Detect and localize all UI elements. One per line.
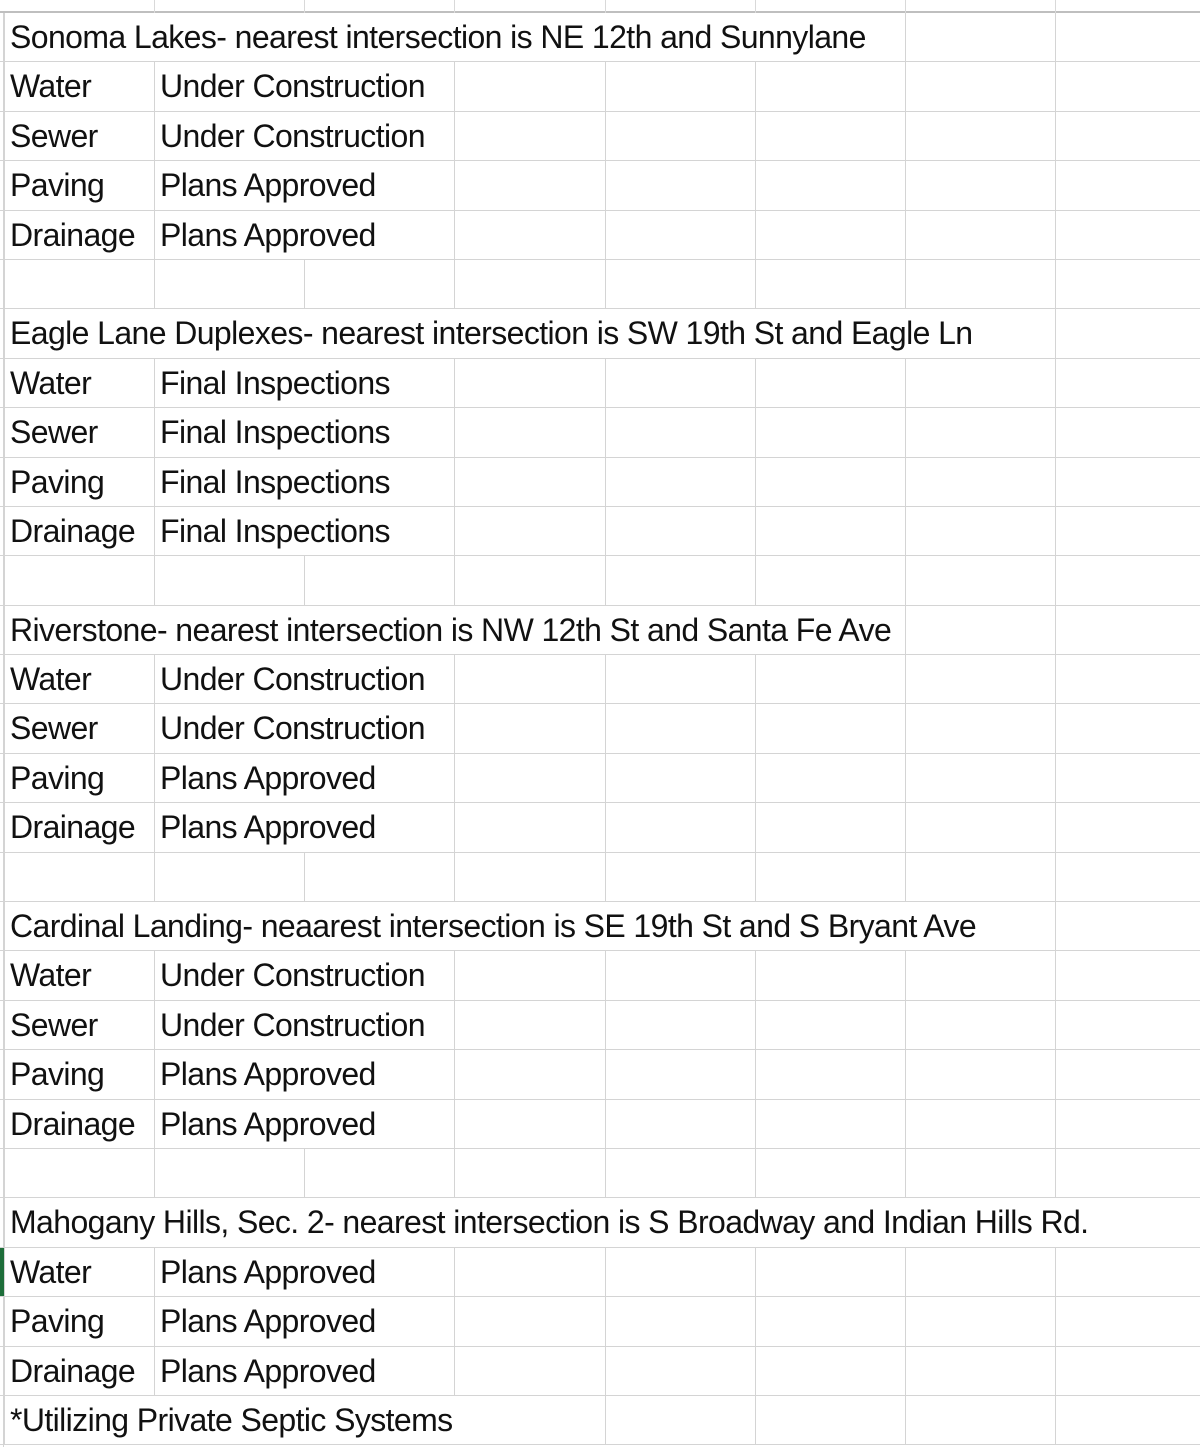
- status-row: [0, 408, 1200, 457]
- grid-cell[interactable]: [1055, 507, 1200, 555]
- blank-row: [0, 260, 1200, 309]
- status-row: [0, 1248, 1200, 1297]
- grid-cell[interactable]: [905, 853, 1055, 901]
- grid-cell[interactable]: [605, 1297, 755, 1345]
- grid-cell[interactable]: [605, 507, 755, 555]
- grid-cell[interactable]: [454, 260, 605, 308]
- section-title: *Utilizing Private Septic Systems: [10, 1396, 455, 1444]
- grid-cell[interactable]: [905, 1001, 1055, 1049]
- column-divider: [905, 0, 906, 13]
- grid-cell[interactable]: [755, 408, 905, 456]
- grid-cell[interactable]: [454, 704, 605, 752]
- grid-cell[interactable]: [4, 1149, 154, 1197]
- status-row: [0, 655, 1200, 704]
- utility-label: Paving: [10, 754, 106, 802]
- grid-cell[interactable]: [605, 359, 755, 407]
- status-row: [0, 161, 1200, 210]
- status-value: Final Inspections: [160, 408, 392, 456]
- grid-cell[interactable]: [1055, 902, 1200, 950]
- column-divider: [304, 0, 305, 13]
- grid-cell[interactable]: [905, 161, 1055, 209]
- grid-cell[interactable]: [454, 1050, 605, 1098]
- grid-cell[interactable]: [905, 13, 1055, 61]
- grid-cell[interactable]: [454, 1396, 605, 1444]
- grid-cell[interactable]: [755, 704, 905, 752]
- status-value: Plans Approved: [160, 161, 378, 209]
- section-title-row: [0, 1198, 1200, 1247]
- status-value: Under Construction: [160, 1001, 427, 1049]
- status-row: [0, 754, 1200, 803]
- column-divider: [154, 0, 155, 13]
- grid-cell[interactable]: [605, 62, 755, 110]
- section-title-row: [0, 1396, 1200, 1445]
- grid-cell[interactable]: [905, 408, 1055, 456]
- grid-cell[interactable]: [755, 754, 905, 802]
- grid-cell[interactable]: [1055, 704, 1200, 752]
- status-value: Under Construction: [160, 951, 427, 999]
- grid-cell[interactable]: [1055, 951, 1200, 999]
- grid-cell[interactable]: [905, 507, 1055, 555]
- status-row: [0, 951, 1200, 1000]
- status-value: Plans Approved: [160, 1100, 378, 1148]
- utility-label: Water: [10, 951, 93, 999]
- utility-label: Paving: [10, 1050, 106, 1098]
- cell-grid: [0, 13, 1200, 1445]
- grid-cell[interactable]: [1055, 655, 1200, 703]
- grid-cell[interactable]: [454, 112, 605, 160]
- grid-cell[interactable]: [605, 1001, 755, 1049]
- grid-cell[interactable]: [605, 556, 755, 604]
- status-value: Final Inspections: [160, 359, 392, 407]
- grid-cell[interactable]: [905, 754, 1055, 802]
- grid-cell[interactable]: [755, 1001, 905, 1049]
- grid-cell[interactable]: [1055, 1001, 1200, 1049]
- grid-cell[interactable]: [454, 1297, 605, 1345]
- section-title: Eagle Lane Duplexes- nearest intersection is SW 19th St and Eagle Ln: [10, 309, 974, 357]
- status-row: [0, 1001, 1200, 1050]
- grid-cell[interactable]: [605, 1248, 755, 1296]
- grid-cell[interactable]: [1055, 408, 1200, 456]
- grid-cell[interactable]: [755, 1149, 905, 1197]
- grid-cell[interactable]: [454, 211, 605, 259]
- status-value: Under Construction: [160, 704, 427, 752]
- grid-cell[interactable]: [605, 803, 755, 851]
- status-value: Under Construction: [160, 655, 427, 703]
- grid-cell[interactable]: [755, 1347, 905, 1395]
- grid-cell[interactable]: [454, 62, 605, 110]
- grid-cell[interactable]: [454, 1100, 605, 1148]
- utility-label: Drainage: [10, 1100, 137, 1148]
- grid-cell[interactable]: [605, 754, 755, 802]
- grid-cell[interactable]: [905, 655, 1055, 703]
- grid-cell[interactable]: [454, 655, 605, 703]
- grid-cell[interactable]: [605, 408, 755, 456]
- grid-cell[interactable]: [755, 803, 905, 851]
- grid-cell[interactable]: [605, 1149, 755, 1197]
- column-divider: [605, 0, 606, 13]
- grid-cell[interactable]: [154, 260, 304, 308]
- grid-cell[interactable]: [605, 458, 755, 506]
- grid-cell[interactable]: [755, 853, 905, 901]
- column-divider: [1055, 0, 1056, 13]
- grid-cell[interactable]: [905, 1050, 1055, 1098]
- grid-cell[interactable]: [454, 507, 605, 555]
- grid-cell[interactable]: [1055, 1347, 1200, 1395]
- grid-cell[interactable]: [905, 1248, 1055, 1296]
- utility-label: Sewer: [10, 704, 100, 752]
- grid-cell[interactable]: [1055, 62, 1200, 110]
- utility-label: Paving: [10, 458, 106, 506]
- grid-cell[interactable]: [905, 458, 1055, 506]
- status-row: [0, 359, 1200, 408]
- grid-cell[interactable]: [1055, 803, 1200, 851]
- grid-cell[interactable]: [454, 951, 605, 999]
- status-value: Plans Approved: [160, 1297, 378, 1345]
- grid-cell[interactable]: [304, 260, 454, 308]
- status-value: Final Inspections: [160, 458, 392, 506]
- grid-cell[interactable]: [605, 951, 755, 999]
- grid-cell[interactable]: [755, 260, 905, 308]
- grid-cell[interactable]: [304, 556, 454, 604]
- active-row-marker: [0, 1248, 4, 1296]
- grid-cell[interactable]: [1055, 1149, 1200, 1197]
- status-value: Plans Approved: [160, 803, 378, 851]
- grid-cell[interactable]: [1055, 1297, 1200, 1345]
- grid-cell[interactable]: [755, 1050, 905, 1098]
- grid-cell[interactable]: [905, 359, 1055, 407]
- grid-cell[interactable]: [755, 507, 905, 555]
- grid-cell[interactable]: [4, 853, 154, 901]
- grid-cell[interactable]: [755, 458, 905, 506]
- grid-cell[interactable]: [1055, 260, 1200, 308]
- status-row: [0, 112, 1200, 161]
- grid-cell[interactable]: [454, 408, 605, 456]
- utility-label: Drainage: [10, 211, 137, 259]
- grid-cell[interactable]: [755, 1396, 905, 1444]
- grid-cell[interactable]: [605, 1347, 755, 1395]
- section-title-row: [0, 13, 1200, 62]
- grid-cell[interactable]: [454, 359, 605, 407]
- grid-cell[interactable]: [755, 556, 905, 604]
- utility-label: Sewer: [10, 1001, 100, 1049]
- grid-cell[interactable]: [755, 211, 905, 259]
- grid-cell[interactable]: [1055, 754, 1200, 802]
- grid-cell[interactable]: [755, 62, 905, 110]
- grid-cell[interactable]: [905, 704, 1055, 752]
- grid-cell[interactable]: [905, 1396, 1055, 1444]
- utility-label: Sewer: [10, 112, 100, 160]
- section-title-row: [0, 309, 1200, 358]
- utility-label: Sewer: [10, 408, 100, 456]
- grid-cell[interactable]: [1055, 1248, 1200, 1296]
- column-divider: [454, 0, 455, 13]
- grid-cell[interactable]: [905, 606, 1055, 654]
- grid-cell[interactable]: [755, 655, 905, 703]
- column-header-edge: [0, 0, 1200, 13]
- grid-cell[interactable]: [454, 754, 605, 802]
- grid-cell[interactable]: [1055, 1396, 1200, 1444]
- grid-cell[interactable]: [454, 853, 605, 901]
- grid-cell[interactable]: [605, 655, 755, 703]
- grid-cell[interactable]: [905, 803, 1055, 851]
- blank-row: [0, 1149, 1200, 1198]
- status-value: Under Construction: [160, 62, 427, 110]
- grid-cell[interactable]: [905, 1297, 1055, 1345]
- status-row: [0, 704, 1200, 753]
- grid-cell[interactable]: [304, 1149, 454, 1197]
- utility-label: Paving: [10, 1297, 106, 1345]
- status-row: [0, 507, 1200, 556]
- grid-cell[interactable]: [454, 161, 605, 209]
- grid-cell[interactable]: [154, 853, 304, 901]
- grid-cell[interactable]: [905, 1100, 1055, 1148]
- grid-cell[interactable]: [605, 260, 755, 308]
- grid-cell[interactable]: [755, 1100, 905, 1148]
- utility-label: Water: [10, 1248, 93, 1296]
- grid-cell[interactable]: [605, 1100, 755, 1148]
- blank-row: [0, 556, 1200, 605]
- grid-cell[interactable]: [905, 1347, 1055, 1395]
- grid-cell[interactable]: [454, 1149, 605, 1197]
- grid-cell[interactable]: [605, 112, 755, 160]
- grid-cell[interactable]: [605, 1050, 755, 1098]
- grid-cell[interactable]: [1055, 556, 1200, 604]
- grid-cell[interactable]: [4, 260, 154, 308]
- status-value: Plans Approved: [160, 1347, 378, 1395]
- status-value: Final Inspections: [160, 507, 392, 555]
- status-value: Plans Approved: [160, 1050, 378, 1098]
- grid-cell[interactable]: [905, 211, 1055, 259]
- grid-cell[interactable]: [605, 161, 755, 209]
- grid-cell[interactable]: [454, 803, 605, 851]
- grid-cell[interactable]: [1055, 161, 1200, 209]
- status-row: [0, 211, 1200, 260]
- section-title-row: [0, 902, 1200, 951]
- grid-cell[interactable]: [454, 458, 605, 506]
- grid-cell[interactable]: [605, 704, 755, 752]
- status-row: [0, 803, 1200, 852]
- section-title: Cardinal Landing- neaarest intersection is SE 19th St and S Bryant Ave: [10, 902, 978, 950]
- blank-row: [0, 853, 1200, 902]
- grid-cell[interactable]: [605, 853, 755, 901]
- grid-cell[interactable]: [905, 112, 1055, 160]
- grid-cell[interactable]: [905, 62, 1055, 110]
- status-row: [0, 1100, 1200, 1149]
- utility-label: Water: [10, 655, 93, 703]
- utility-label: Drainage: [10, 803, 137, 851]
- utility-label: Drainage: [10, 1347, 137, 1395]
- utility-label: Water: [10, 62, 93, 110]
- section-title-row: [0, 606, 1200, 655]
- status-value: Plans Approved: [160, 211, 378, 259]
- utility-label: Water: [10, 359, 93, 407]
- status-value: Under Construction: [160, 112, 427, 160]
- status-row: [0, 458, 1200, 507]
- grid-cell[interactable]: [154, 1149, 304, 1197]
- status-row: [0, 1347, 1200, 1396]
- grid-cell[interactable]: [905, 1149, 1055, 1197]
- grid-cell[interactable]: [1055, 853, 1200, 901]
- grid-cell[interactable]: [1055, 13, 1200, 61]
- grid-cell[interactable]: [755, 1297, 905, 1345]
- grid-cell[interactable]: [1055, 211, 1200, 259]
- status-row: [0, 1050, 1200, 1099]
- grid-cell[interactable]: [1055, 606, 1200, 654]
- status-value: Plans Approved: [160, 1248, 378, 1296]
- utility-label: Drainage: [10, 507, 137, 555]
- status-value: Plans Approved: [160, 754, 378, 802]
- grid-cell[interactable]: [905, 951, 1055, 999]
- grid-cell[interactable]: [454, 1001, 605, 1049]
- grid-cell[interactable]: [1055, 1050, 1200, 1098]
- grid-cell[interactable]: [1055, 309, 1200, 357]
- grid-cell[interactable]: [154, 556, 304, 604]
- section-title: Mahogany Hills, Sec. 2- nearest intersection is S Broadway and Indian Hills Rd.: [10, 1198, 1090, 1246]
- grid-cell[interactable]: [905, 556, 1055, 604]
- grid-cell[interactable]: [1055, 359, 1200, 407]
- grid-cell[interactable]: [1055, 112, 1200, 160]
- grid-cell[interactable]: [905, 260, 1055, 308]
- grid-cell[interactable]: [4, 556, 154, 604]
- grid-cell[interactable]: [755, 951, 905, 999]
- grid-cell[interactable]: [454, 556, 605, 604]
- grid-cell[interactable]: [605, 211, 755, 259]
- grid-cell[interactable]: [454, 1347, 605, 1395]
- section-title: Riverstone- nearest intersection is NW 12th St and Santa Fe Ave: [10, 606, 893, 654]
- column-divider: [755, 0, 756, 13]
- section-title: Sonoma Lakes- nearest intersection is NE 12th and Sunnylane: [10, 13, 868, 61]
- status-row: [0, 62, 1200, 111]
- grid-cell[interactable]: [755, 359, 905, 407]
- utility-label: Paving: [10, 161, 106, 209]
- grid-cell[interactable]: [304, 853, 454, 901]
- grid-cell[interactable]: [755, 161, 905, 209]
- grid-cell[interactable]: [755, 1248, 905, 1296]
- grid-cell[interactable]: [1055, 458, 1200, 506]
- grid-cell[interactable]: [605, 1396, 755, 1444]
- status-row: [0, 1297, 1200, 1346]
- grid-cell[interactable]: [755, 112, 905, 160]
- grid-cell[interactable]: [1055, 1100, 1200, 1148]
- grid-cell[interactable]: [454, 1248, 605, 1296]
